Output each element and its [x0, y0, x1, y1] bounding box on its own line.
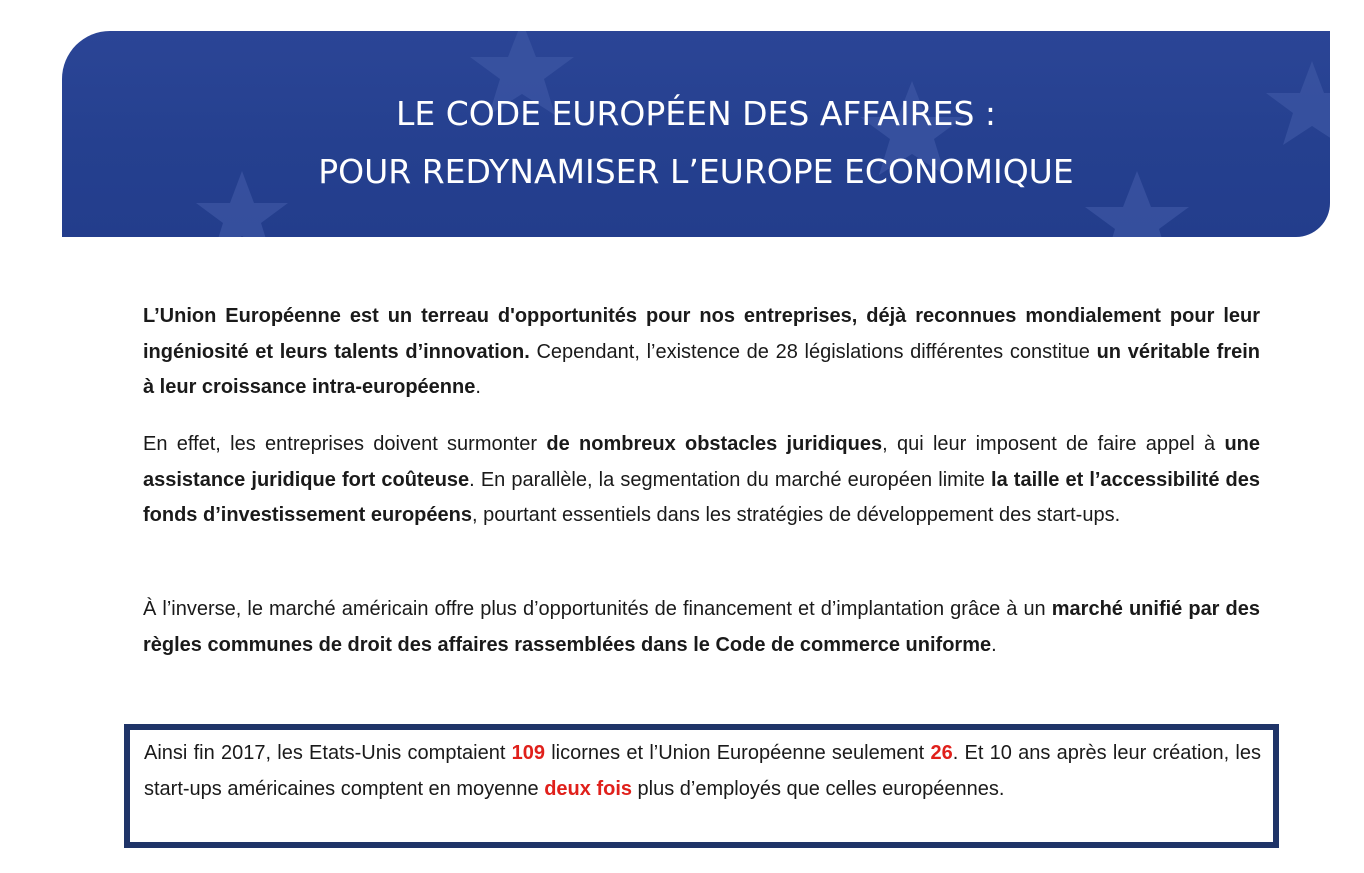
eu-unicorn-count: 26 — [930, 742, 953, 764]
text-bold: L’Union Européenne est un terreau d'opportunités pour nos entreprises, déjà reconnues mondialement pour leur ingéniosité et leurs talents d’innovation. — [143, 305, 1260, 363]
text-regular: À l’inverse, le marché américain offre plus d’opportunités de financement et d’implantation grâce à un — [143, 598, 1052, 620]
text-bold: un véritable frein à leur croissance intra-européenne — [143, 340, 1261, 398]
text-regular: Ainsi fin 2017, les Etats-Unis comptaient — [144, 742, 512, 764]
text-regular: licornes et l’Union Européenne seulement — [545, 742, 931, 764]
header-banner — [62, 31, 1330, 237]
text-regular: . — [991, 633, 997, 656]
text-bold: la taille et l’accessibilité des fonds d’investissement européens — [143, 468, 1261, 526]
statistics-callout-box — [124, 724, 1279, 848]
text-regular: . En parallèle, la segmentation du marché européen limite — [469, 468, 992, 491]
text-regular: Cependant, l’existence de 28 législations différentes constitue — [529, 340, 1097, 363]
text-bold: de nombreux obstacles juridiques — [546, 433, 883, 455]
text-bold: marché unifié par des règles communes de droit des affaires rassemblées dans le Code de commerce uniforme — [143, 598, 1260, 656]
paragraph-intro — [143, 299, 1260, 406]
text-regular: En effet, les entreprises doivent surmonter — [143, 433, 547, 455]
text-regular: . Et 10 ans après leur création, les start-ups américaines comptent en moyenne — [144, 742, 1261, 800]
paragraph-obstacles — [143, 427, 1260, 534]
employee-ratio: deux fois — [544, 777, 632, 800]
page-title — [62, 85, 1330, 201]
title-line-1: LE CODE EUROPÉEN DES AFFAIRES : — [395, 94, 997, 133]
callout-text — [144, 736, 1261, 807]
text-regular: plus d’employés que celles européennes. — [632, 777, 1005, 800]
text-regular: . — [475, 376, 481, 398]
us-unicorn-count: 109 — [511, 742, 545, 764]
text-regular: , qui leur imposent de faire appel à — [882, 433, 1225, 455]
text-regular: , pourtant essentiels dans les stratégies de développement des start-ups. — [471, 504, 1121, 526]
title-line-2: POUR REDYNAMISER L’EUROPE ECONOMIQUE — [318, 152, 1074, 191]
paragraph-us-market — [143, 592, 1260, 663]
text-bold: une assistance juridique fort coûteuse — [143, 433, 1261, 491]
